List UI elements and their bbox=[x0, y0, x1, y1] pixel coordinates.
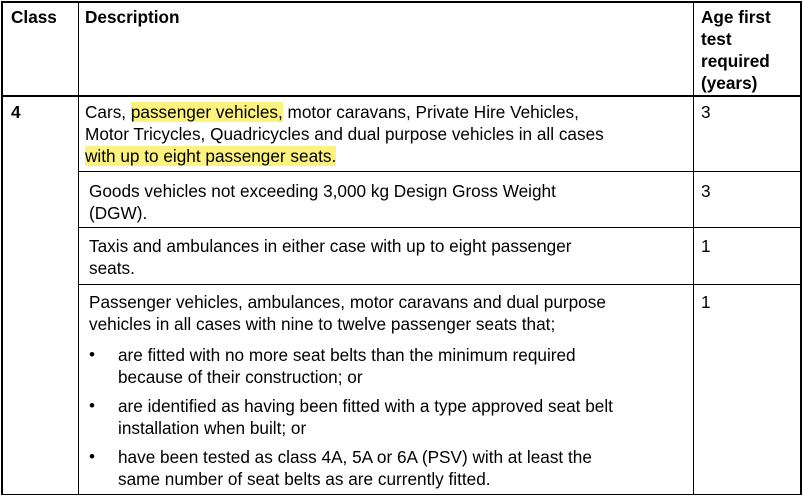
header-row-divider bbox=[1, 95, 801, 97]
row-1-desc-line-3 bbox=[85, 145, 336, 167]
row-2-desc-line-1: Goods vehicles not exceeding 3,000 kg Design Gross Weight bbox=[89, 181, 556, 201]
row-4-desc-line-2: vehicles in all cases with nine to twelve passenger seats that; bbox=[89, 314, 556, 334]
bullet-1-line-1: are fitted with no more seat belts than the minimum required bbox=[118, 345, 576, 365]
row-3-desc-line-1: Taxis and ambulances in either case with up to eight passenger bbox=[89, 236, 572, 256]
bullet-1-line-2: because of their construction; or bbox=[118, 367, 363, 387]
table-border-bottom bbox=[1, 494, 801, 495]
bullet-3-line-2: same number of seat belts as are currently fitted. bbox=[118, 469, 491, 489]
bullet-2-line-1: are identified as having been fitted with a type approved seat belt bbox=[118, 396, 613, 416]
column-divider-class bbox=[78, 1, 79, 495]
header-age-line-4: (years) bbox=[701, 73, 758, 93]
column-divider-age bbox=[693, 1, 694, 495]
table-border-left bbox=[1, 1, 3, 495]
row-4-age: 1 bbox=[701, 292, 711, 312]
highlight-passenger-vehicles: passenger vehicles, bbox=[130, 102, 283, 122]
header-age-line-3: required bbox=[701, 51, 770, 71]
header-age-line-1: Age first bbox=[701, 7, 771, 27]
bullet-3-marker: • bbox=[89, 447, 95, 466]
row-3-age: 1 bbox=[701, 236, 711, 256]
table-border-right bbox=[800, 1, 802, 495]
row-1-text-b: motor caravans, Private Hire Vehicles, bbox=[282, 102, 579, 122]
bullet-3-line-1: have been tested as class 4A, 5A or 6A (PSV) with at least the bbox=[118, 447, 592, 467]
bullet-2-line-2: installation when built; or bbox=[118, 418, 307, 438]
row-1-desc-line-2: Motor Tricycles, Quadricycles and dual purpose vehicles in all cases bbox=[85, 124, 604, 144]
header-description: Description bbox=[85, 7, 180, 27]
row-2-desc-line-2: (DGW). bbox=[89, 203, 148, 223]
row-1-age: 3 bbox=[701, 102, 711, 122]
header-age-line-2: test bbox=[701, 29, 732, 49]
bullet-1-marker: • bbox=[89, 345, 95, 364]
row-1-text-a: Cars, bbox=[85, 102, 131, 122]
header-class: Class bbox=[11, 7, 57, 27]
highlight-eight-seats: with up to eight passenger seats. bbox=[85, 146, 337, 166]
bullet-2-marker: • bbox=[89, 396, 95, 415]
table-border-top bbox=[1, 1, 801, 3]
class-value: 4 bbox=[11, 102, 21, 122]
row-4-desc-line-1: Passenger vehicles, ambulances, motor caravans and dual purpose bbox=[89, 292, 606, 312]
row-2-age: 3 bbox=[701, 181, 711, 201]
row-1-desc-line-1 bbox=[85, 101, 579, 123]
row-3-desc-line-2: seats. bbox=[89, 258, 135, 278]
